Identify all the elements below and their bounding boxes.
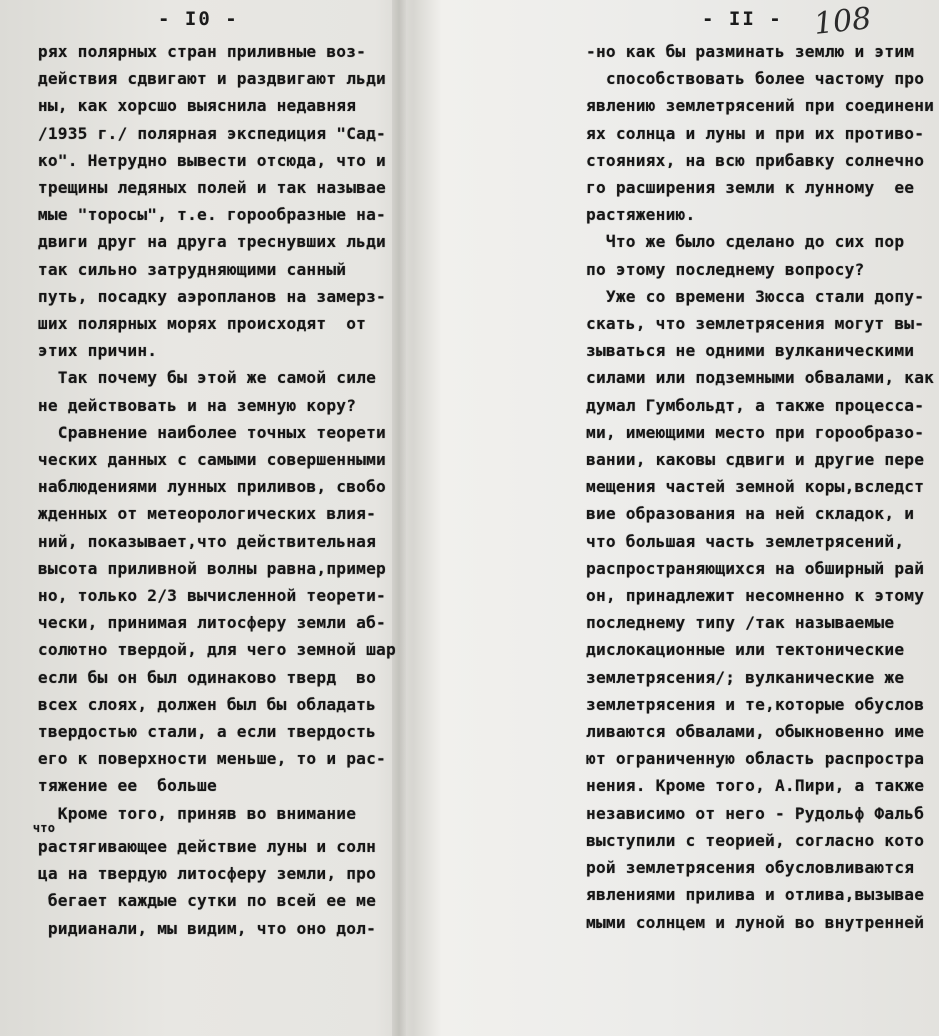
text-line: способствовать более частому про: [586, 69, 925, 89]
text-line: явлениями прилива и отлива,вызывае: [586, 885, 925, 905]
insertion-text: что: [18, 820, 56, 835]
text-line: растягивающее действие луны и солн: [18, 836, 377, 856]
text-line: так сильно затрудняющими санный: [18, 259, 347, 279]
text-body: [0, 38, 396, 942]
page-gutter: [392, 0, 406, 1036]
text-line: если бы он был одинаково тверд во: [18, 667, 377, 687]
text-line: наблюдениями лунных приливов, свобо: [18, 477, 386, 497]
text-line: дислокационные или тектонические: [586, 640, 905, 660]
text-line: явлению землетрясений при соединени: [586, 96, 935, 116]
text-line: ческих данных с самыми совершенными: [18, 450, 386, 470]
text-line: тяжение ее больше: [18, 776, 217, 796]
text-line: но, только 2/3 вычисленной теорети-: [18, 586, 386, 606]
text-line: ших полярных морях происходят от: [18, 314, 367, 334]
text-line: независимо от него - Рудольф Фальб: [586, 803, 925, 823]
text-line: мещения частей земной коры,вследст: [586, 477, 925, 497]
text-line: вании, каковы сдвиги и другие пере: [586, 450, 925, 470]
text-line: путь, посадку аэропланов на замерз-: [18, 286, 386, 306]
text-line: твердостью стали, а если твердость: [18, 722, 377, 742]
right-page: [406, 0, 939, 1036]
text-line: го расширения земли к лунному ее: [586, 178, 915, 198]
text-line: солютно твердой, для чего земной шар: [18, 640, 396, 660]
text-line: землетрясения/; вулканические же: [586, 667, 905, 687]
text-line: ют ограниченную область распростра: [586, 749, 925, 769]
text-line: трещины ледяных полей и так называе: [18, 178, 386, 198]
text-line: вие образования на ней складок, и: [586, 504, 915, 524]
text-line: бегает каждые сутки по всей ее ме: [18, 891, 377, 911]
text-line: мыми солнцем и луной во внутренней: [586, 912, 925, 932]
text-line: нения. Кроме того, А.Пири, а также: [586, 776, 925, 796]
text-line: Так почему бы этой же самой силе: [18, 368, 377, 388]
text-line: ливаются обвалами, обыкновенно име: [586, 722, 925, 742]
text-line: /1935 г./ полярная экспедиция "Сад-: [18, 123, 386, 143]
text-line: этих причин.: [18, 341, 158, 361]
page-number: - II -: [702, 8, 783, 30]
text-line: землетрясения и те,которые обуслов: [586, 694, 925, 714]
text-line: действия сдвигают и раздвигают льди: [18, 69, 386, 89]
text-line: последнему типу /так называемые: [586, 613, 895, 633]
text-line: Кроме того, приняв во внимание: [18, 803, 357, 823]
text-line: зываться не одними вулканическими: [586, 341, 915, 361]
text-line: -но как бы разминать землю и этим: [586, 42, 915, 61]
text-line: по этому последнему вопросу?: [586, 259, 865, 279]
text-body: [406, 38, 939, 936]
text-line: Что же было сделано до сих пор: [586, 232, 905, 252]
text-line: ца на твердую литосферу земли, про: [18, 864, 377, 884]
text-line: жденных от метеорологических влия-: [18, 504, 377, 524]
text-line: Сравнение наиболее точных теорети: [18, 422, 386, 442]
text-line: думал Гумбольдт, а также процесса-: [586, 395, 925, 415]
text-line: его к поверхности меньше, то и рас-: [18, 749, 386, 769]
text-line: ны, как хорсшо выяснила недавняя: [18, 96, 357, 116]
text-line: не действовать и на земную кору?: [18, 395, 357, 415]
left-page: [0, 0, 396, 1036]
text-line: высота приливной волны равна,пример: [18, 558, 386, 578]
text-line: скать, что землетрясения могут вы-: [586, 314, 925, 334]
text-line: двиги друг на друга треснувших льди: [18, 232, 386, 252]
text-line: стояниях, на всю прибавку солнечно: [586, 150, 925, 170]
text-line: ряx полярных стран приливные воз-: [18, 42, 367, 61]
text-line: он, принадлежит несомненно к этому: [586, 586, 925, 606]
text-line: чески, принимая литосферу земли аб-: [18, 613, 386, 633]
text-line: рой землетрясения обусловливаются: [586, 858, 915, 878]
text-line: ридианали, мы видим, что оно дол-: [18, 918, 377, 938]
text-line: ний, показывает,что действительная: [18, 531, 377, 551]
text-line: Уже со времени Зюсса стали допу-: [586, 286, 925, 306]
page-number: - I0 -: [158, 8, 239, 30]
text-line: ми, имеющими место при горообразо-: [586, 422, 925, 442]
text-line: силами или подземными обвалами, как: [586, 368, 935, 388]
text-line: всех слоях, должен был бы обладать: [18, 694, 377, 714]
text-line: растяжению.: [586, 205, 696, 225]
text-line: мые "торосы", т.е. горообразные на-: [18, 205, 386, 225]
text-line: выступили с теорией, согласно кото: [586, 830, 925, 850]
handwritten-page-number: 108: [812, 1, 873, 42]
text-line: распространяющихся на обширный рай: [586, 558, 925, 578]
text-line: ях солнца и луны и при их противо-: [586, 123, 925, 143]
text-line: что большая часть землетрясений,: [586, 531, 905, 551]
text-line: ко". Нетрудно вывести отсюда, что и: [18, 150, 386, 170]
